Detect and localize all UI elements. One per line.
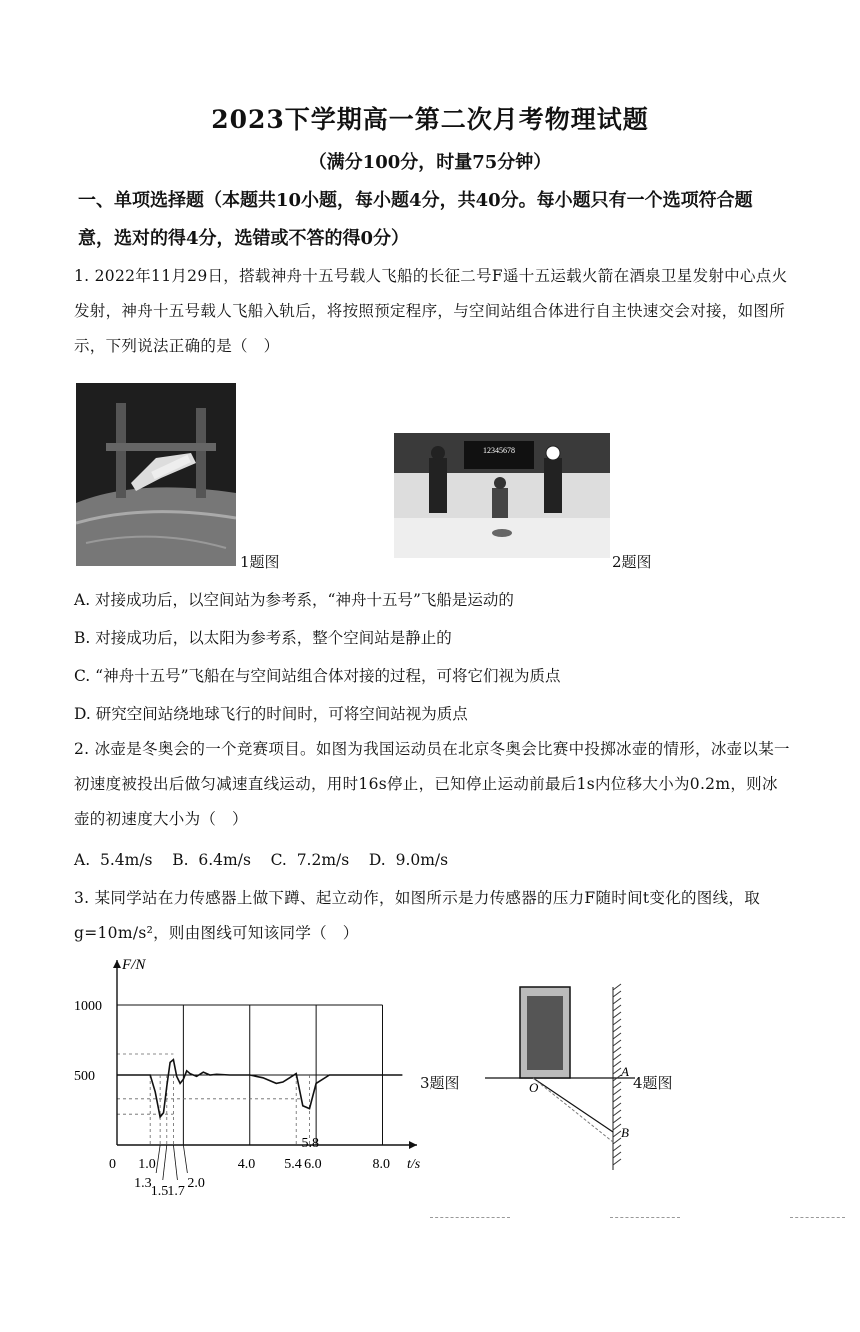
hatch-mark: [613, 1096, 621, 1102]
q1-option-a: A. 对接成功后，以空间站为参考系，“神舟十五号”飞船是运动的: [74, 591, 514, 609]
hatch-mark: [613, 984, 621, 990]
page-subtitle: （满分100分，时量75分钟）: [308, 152, 552, 173]
hatch-mark: [613, 1026, 621, 1032]
hatch-mark: [613, 1012, 621, 1018]
hatch-mark: [613, 1033, 621, 1039]
curling-illustration: [394, 433, 610, 558]
hatch-mark: [613, 1145, 621, 1151]
space-station-illustration: [76, 383, 236, 566]
point-o-label: O: [529, 1080, 539, 1095]
curling-photo: [394, 433, 610, 558]
figure-4-caption: 4题图: [633, 1074, 673, 1092]
hatch-mark: [613, 1117, 621, 1123]
scan-line: [430, 1217, 510, 1218]
point-b-label: B: [621, 1125, 629, 1140]
section-heading: 一、单项选择题（本题共10小题，每小题4分，共40分。每小题只有一个选项符合题意，选对的得4分，选错或不答的得0分）: [78, 190, 753, 249]
x-tick-label: 6.0: [304, 1157, 322, 1172]
question-1-stem: 1. 2022年11月29日，搭载神舟十五号载人飞船的长征二号F遥十五运载火箭在酒泉卫星发射中心点火发射，神舟十五号载人飞船入轨后，将按照预定程序，与空间站组合体进行自主快速交会对接，如图所示，下列说法正确的是（ ）: [74, 267, 788, 355]
hatch-mark: [613, 1054, 621, 1060]
figure-3-caption: 3题图: [420, 1074, 460, 1092]
x-tick-label: 4.0: [237, 1157, 256, 1172]
page-title: 2023下学期高一第二次月考物理试题: [211, 105, 649, 134]
force-time-chart: [72, 955, 432, 1205]
y-axis-arrow: [113, 960, 121, 968]
x-tick-label: 5.4: [284, 1157, 302, 1172]
x-tick-label: 2.0: [187, 1176, 205, 1191]
scan-line: [610, 1217, 680, 1218]
q1-option-d: D. 研究空间站绕地球飞行的时间时，可将空间站视为质点: [74, 705, 468, 723]
q1-option-b: B. 对接成功后，以太阳为参考系，整个空间站是静止的: [74, 629, 452, 647]
hatch-mark: [613, 1061, 621, 1067]
x-tick-label: 5.8: [301, 1136, 319, 1151]
hatch-mark: [613, 1124, 621, 1130]
question-3-stem: 3. 某同学站在力传感器上做下蹲、起立动作，如图所示是力传感器的压力F随时间t变化的图线，取g=10m/s²，则由图线可知该同学（ ）: [74, 889, 761, 942]
hatch-mark: [613, 1138, 621, 1144]
hatch-mark: [613, 1019, 621, 1025]
rope-ob-dashed: [533, 1078, 613, 1142]
x-tick-label: 1.5: [150, 1184, 169, 1199]
x-tick-label: 8.0: [372, 1157, 390, 1172]
hatch-mark: [613, 991, 621, 997]
q1-option-c: C. “神舟十五号”飞船在与空间站组合体对接的过程，可将它们视为质点: [74, 667, 561, 685]
tick-leader: [183, 1145, 187, 1173]
x-axis-label: t/s: [407, 1157, 421, 1172]
question-2-stem: 2. 冰壶是冬奥会的一个竞赛项目。如图为我国运动员在北京冬奥会比赛中投掷冰壶的情形，冰壶以某一初速度被投出后做匀减速直线运动，用时16s停止，已知停止运动前最后1s内位移大小为0.2m，则冰壶的初速度大小为（ ）: [74, 740, 790, 828]
hatch-mark: [613, 1082, 621, 1088]
y-tick-label: 500: [74, 1069, 95, 1084]
point-a-label: A: [621, 1064, 629, 1079]
x-axis-arrow: [409, 1141, 417, 1149]
figure-2-caption: 2题图: [612, 553, 652, 571]
box-panel: [527, 996, 563, 1070]
tick-leader: [156, 1145, 160, 1173]
hatch-mark: [613, 1005, 621, 1011]
scoreboard-text: 12345678: [483, 446, 515, 455]
tick-leader: [173, 1145, 177, 1180]
wall-box-diagram: [485, 982, 645, 1172]
hatch-mark: [613, 1047, 621, 1053]
hatch-mark: [613, 1159, 621, 1165]
q2-options: A. 5.4m/s B. 6.4m/s C. 7.2m/s D. 9.0m/s: [74, 851, 449, 869]
hatch-mark: [613, 1089, 621, 1095]
hatch-mark: [613, 1152, 621, 1158]
x-tick-label: 1.7: [167, 1184, 185, 1199]
hatch-mark: [613, 1068, 621, 1074]
rope-ob: [533, 1078, 613, 1132]
hatch-mark: [613, 1040, 621, 1046]
scan-line: [790, 1217, 845, 1218]
tick-leader: [163, 1145, 167, 1180]
hatch-mark: [613, 998, 621, 1004]
chart-axes: [113, 960, 417, 1149]
y-tick-label: 1000: [74, 999, 102, 1014]
x-tick-label: 0: [109, 1157, 116, 1172]
x-tick-label: 1.3: [134, 1176, 152, 1191]
figure-1-caption: 1题图: [240, 553, 280, 571]
y-axis-label: F/N: [122, 957, 146, 973]
hatch-mark: [613, 1131, 621, 1137]
x-tick-label: 1.0: [138, 1157, 156, 1172]
hatch-mark: [613, 1110, 621, 1116]
hatch-mark: [613, 1103, 621, 1109]
space-station-photo: [76, 383, 236, 566]
